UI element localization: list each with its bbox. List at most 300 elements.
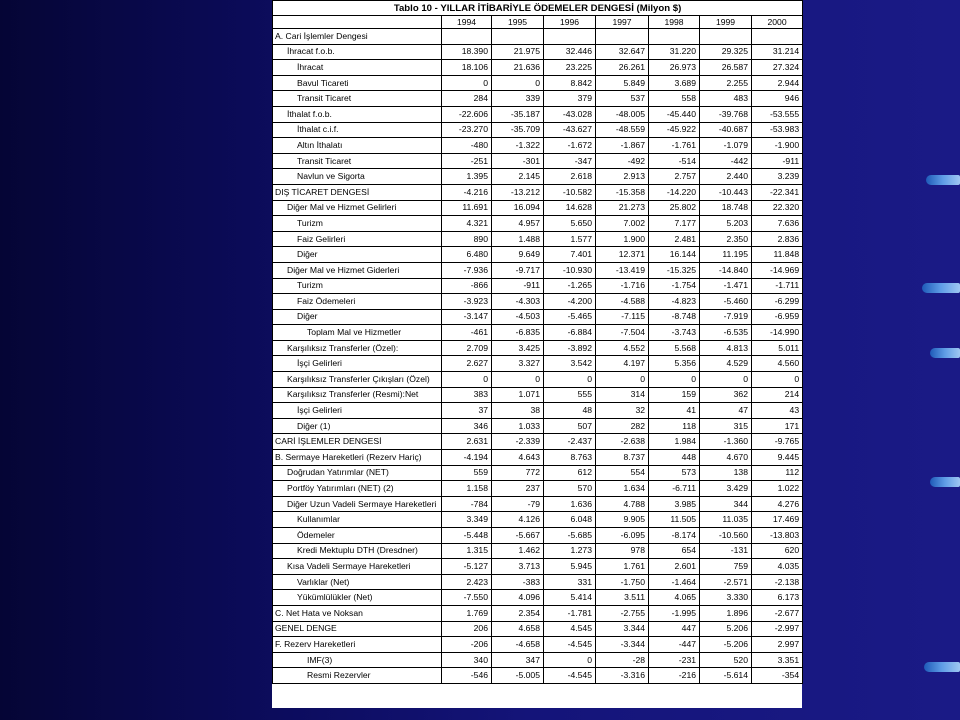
value-cell: 4.560 (752, 356, 803, 372)
balance-of-payments-table (272, 0, 803, 684)
value-cell: -2.755 (596, 605, 649, 621)
value-cell: 3.542 (544, 356, 596, 372)
value-cell: 347 (492, 652, 544, 668)
value-cell: 315 (700, 418, 752, 434)
table-row (273, 169, 803, 185)
value-cell: 18.390 (442, 44, 492, 60)
value-cell: -9.765 (752, 434, 803, 450)
value-cell: 1.769 (442, 605, 492, 621)
value-cell: -1.716 (596, 278, 649, 294)
value-cell: -13.803 (752, 528, 803, 544)
value-cell: 3.689 (649, 75, 700, 91)
row-label: Varlıklar (Net) (273, 574, 442, 590)
value-cell: 1.761 (596, 559, 649, 575)
row-label: Bavul Ticareti (273, 75, 442, 91)
value-cell: 379 (544, 91, 596, 107)
value-cell: -5.667 (492, 528, 544, 544)
table-row (273, 231, 803, 247)
value-cell: -28 (596, 652, 649, 668)
value-cell: 112 (752, 465, 803, 481)
row-label: Karşılıksız Transferler (Resmi):Net (273, 387, 442, 403)
value-cell: 214 (752, 387, 803, 403)
row-label: Turizm (273, 216, 442, 232)
value-cell: -2.339 (492, 434, 544, 450)
value-cell: 4.035 (752, 559, 803, 575)
row-label: Diğer (273, 247, 442, 263)
row-label: İhracat (273, 60, 442, 76)
row-label: Karşılıksız Transferler Çıkışları (Özel) (273, 372, 442, 388)
value-cell: -22.341 (752, 184, 803, 200)
value-cell: -13.212 (492, 184, 544, 200)
value-cell: 118 (649, 418, 700, 434)
value-cell: -45.440 (649, 106, 700, 122)
value-cell: -383 (492, 574, 544, 590)
value-cell: 772 (492, 465, 544, 481)
value-cell: -1.867 (596, 138, 649, 154)
value-cell: -14.220 (649, 184, 700, 200)
value-cell: -3.743 (649, 325, 700, 341)
value-cell: 2.757 (649, 169, 700, 185)
value-cell: 37 (442, 403, 492, 419)
value-cell: 5.650 (544, 216, 596, 232)
table-row (273, 91, 803, 107)
value-cell: 284 (442, 91, 492, 107)
value-cell: -1.265 (544, 278, 596, 294)
table-row (273, 621, 803, 637)
value-cell: -1.711 (752, 278, 803, 294)
value-cell: 2.997 (752, 637, 803, 653)
value-cell: -14.969 (752, 262, 803, 278)
value-cell: -45.922 (649, 122, 700, 138)
value-cell: 22.320 (752, 200, 803, 216)
table-row (273, 434, 803, 450)
value-cell: 1.984 (649, 434, 700, 450)
value-cell: -5.614 (700, 668, 752, 684)
value-cell: -10.930 (544, 262, 596, 278)
value-cell: 26.973 (649, 60, 700, 76)
value-cell: 11.035 (700, 512, 752, 528)
value-cell: -23.270 (442, 122, 492, 138)
value-cell: 11.195 (700, 247, 752, 263)
value-cell: -4.545 (544, 668, 596, 684)
value-cell: 4.788 (596, 496, 649, 512)
table-row (273, 481, 803, 497)
value-cell: -442 (700, 153, 752, 169)
decorative-streak (930, 477, 960, 487)
year-header-1995: 1995 (492, 16, 544, 29)
table-row (273, 60, 803, 76)
value-cell: -514 (649, 153, 700, 169)
value-cell: 3.425 (492, 340, 544, 356)
value-cell: 5.945 (544, 559, 596, 575)
value-cell: 0 (442, 75, 492, 91)
value-cell: -1.761 (649, 138, 700, 154)
value-cell: 2.944 (752, 75, 803, 91)
row-label: DIŞ TİCARET DENGESİ (273, 184, 442, 200)
value-cell: 4.813 (700, 340, 752, 356)
value-cell: 138 (700, 465, 752, 481)
row-label: Transit Ticaret (273, 153, 442, 169)
value-cell (649, 29, 700, 45)
row-label: Diğer (273, 309, 442, 325)
value-cell: 26.587 (700, 60, 752, 76)
row-label: Kredi Mektuplu DTH (Dresdner) (273, 543, 442, 559)
value-cell: -6.299 (752, 294, 803, 310)
value-cell: -2.677 (752, 605, 803, 621)
row-label: İthalat c.i.f. (273, 122, 442, 138)
value-cell: 759 (700, 559, 752, 575)
value-cell: -15.358 (596, 184, 649, 200)
value-cell: 612 (544, 465, 596, 481)
value-cell (544, 29, 596, 45)
value-cell: -35.187 (492, 106, 544, 122)
value-cell: 507 (544, 418, 596, 434)
value-cell: -301 (492, 153, 544, 169)
value-cell: 38 (492, 403, 544, 419)
value-cell: 2.354 (492, 605, 544, 621)
value-cell: 7.401 (544, 247, 596, 263)
value-cell: 3.349 (442, 512, 492, 528)
value-cell: 17.469 (752, 512, 803, 528)
value-cell: -2.638 (596, 434, 649, 450)
table-row (273, 200, 803, 216)
value-cell: -79 (492, 496, 544, 512)
value-cell: -4.658 (492, 637, 544, 653)
value-cell: 1.022 (752, 481, 803, 497)
value-cell: -3.923 (442, 294, 492, 310)
value-cell: -2.997 (752, 621, 803, 637)
value-cell: 8.737 (596, 450, 649, 466)
value-cell: 5.356 (649, 356, 700, 372)
row-label: Toplam Mal ve Hizmetler (273, 325, 442, 341)
label-header-cell (273, 16, 442, 29)
year-header-2000: 2000 (752, 16, 803, 29)
value-cell: -1.322 (492, 138, 544, 154)
value-cell: -2.138 (752, 574, 803, 590)
year-header-1998: 1998 (649, 16, 700, 29)
value-cell: -10.443 (700, 184, 752, 200)
value-cell: 1.462 (492, 543, 544, 559)
value-cell: 12.371 (596, 247, 649, 263)
value-cell: 0 (700, 372, 752, 388)
table-row (273, 403, 803, 419)
value-cell: 3.429 (700, 481, 752, 497)
value-cell: 5.203 (700, 216, 752, 232)
value-cell: 4.529 (700, 356, 752, 372)
value-cell: 346 (442, 418, 492, 434)
value-cell: -5.206 (700, 637, 752, 653)
value-cell (442, 29, 492, 45)
row-label: Altın İthalatı (273, 138, 442, 154)
value-cell: 32.446 (544, 44, 596, 60)
value-cell: 1.577 (544, 231, 596, 247)
value-cell: 340 (442, 652, 492, 668)
value-cell: -911 (752, 153, 803, 169)
value-cell: -1.464 (649, 574, 700, 590)
value-cell: 447 (649, 621, 700, 637)
value-cell: 32 (596, 403, 649, 419)
value-cell: -40.687 (700, 122, 752, 138)
row-label: Ödemeler (273, 528, 442, 544)
value-cell: 9.445 (752, 450, 803, 466)
row-label: Diğer Mal ve Hizmet Gelirleri (273, 200, 442, 216)
value-cell: -911 (492, 278, 544, 294)
value-cell: 558 (649, 91, 700, 107)
row-label: İhracat f.o.b. (273, 44, 442, 60)
value-cell: 4.670 (700, 450, 752, 466)
table-row (273, 340, 803, 356)
table-row (273, 637, 803, 653)
value-cell: 5.206 (700, 621, 752, 637)
decorative-streak (922, 283, 960, 293)
value-cell: 1.033 (492, 418, 544, 434)
value-cell: 8.763 (544, 450, 596, 466)
value-cell: 0 (492, 372, 544, 388)
table-row (273, 262, 803, 278)
value-cell: 21.273 (596, 200, 649, 216)
table-row (273, 356, 803, 372)
value-cell: 331 (544, 574, 596, 590)
row-label: Portföy Yatırımları (NET) (2) (273, 481, 442, 497)
value-cell: 21.636 (492, 60, 544, 76)
value-cell: -1.754 (649, 278, 700, 294)
table-row (273, 528, 803, 544)
year-header-1999: 1999 (700, 16, 752, 29)
value-cell: -5.460 (700, 294, 752, 310)
value-cell: 483 (700, 91, 752, 107)
value-cell: -7.936 (442, 262, 492, 278)
value-cell: 5.849 (596, 75, 649, 91)
value-cell: 3.239 (752, 169, 803, 185)
value-cell: 2.836 (752, 231, 803, 247)
row-label: Turizm (273, 278, 442, 294)
value-cell: -5.127 (442, 559, 492, 575)
value-cell: -10.582 (544, 184, 596, 200)
value-cell: 2.145 (492, 169, 544, 185)
value-cell: 282 (596, 418, 649, 434)
value-cell: 1.636 (544, 496, 596, 512)
value-cell: 1.395 (442, 169, 492, 185)
value-cell: 4.197 (596, 356, 649, 372)
value-cell: -1.079 (700, 138, 752, 154)
value-cell: 25.802 (649, 200, 700, 216)
value-cell: -231 (649, 652, 700, 668)
value-cell: 5.414 (544, 590, 596, 606)
value-cell: 1.488 (492, 231, 544, 247)
value-cell: -1.781 (544, 605, 596, 621)
value-cell: -53.983 (752, 122, 803, 138)
value-cell: -131 (700, 543, 752, 559)
value-cell: -43.028 (544, 106, 596, 122)
value-cell: 2.627 (442, 356, 492, 372)
value-cell: -5.448 (442, 528, 492, 544)
value-cell: -48.005 (596, 106, 649, 122)
value-cell: -480 (442, 138, 492, 154)
value-cell: 14.628 (544, 200, 596, 216)
value-cell: 2.913 (596, 169, 649, 185)
value-cell: -43.627 (544, 122, 596, 138)
decorative-streak (924, 662, 960, 672)
value-cell: 654 (649, 543, 700, 559)
value-cell: 16.094 (492, 200, 544, 216)
value-cell: 7.177 (649, 216, 700, 232)
value-cell: -1.360 (700, 434, 752, 450)
row-label: Yükümlülükler (Net) (273, 590, 442, 606)
value-cell: -13.419 (596, 262, 649, 278)
row-label: Transit Ticaret (273, 91, 442, 107)
value-cell: 3.985 (649, 496, 700, 512)
row-label: CARİ İŞLEMLER DENGESİ (273, 434, 442, 450)
value-cell: -2.571 (700, 574, 752, 590)
value-cell: 43 (752, 403, 803, 419)
value-cell (700, 29, 752, 45)
value-cell: 9.905 (596, 512, 649, 528)
value-cell: -9.717 (492, 262, 544, 278)
row-label: IMF(3) (273, 652, 442, 668)
row-label: Resmi Rezervler (273, 668, 442, 684)
value-cell: 1.158 (442, 481, 492, 497)
value-cell: -7.550 (442, 590, 492, 606)
value-cell: 2.601 (649, 559, 700, 575)
value-cell: -354 (752, 668, 803, 684)
value-cell: -4.823 (649, 294, 700, 310)
table-title: Tablo 10 - YILLAR İTİBARİYLE ÖDEMELER DENGESİ (Milyon $) (273, 1, 803, 16)
value-cell: -1.900 (752, 138, 803, 154)
row-label: Kullanımlar (273, 512, 442, 528)
value-cell: 47 (700, 403, 752, 419)
value-cell: -251 (442, 153, 492, 169)
value-cell: -4.303 (492, 294, 544, 310)
value-cell: 31.220 (649, 44, 700, 60)
row-label: F. Rezerv Hareketleri (273, 637, 442, 653)
value-cell: 4.096 (492, 590, 544, 606)
table-row (273, 75, 803, 91)
table-row (273, 496, 803, 512)
value-cell: -3.316 (596, 668, 649, 684)
value-cell: 0 (649, 372, 700, 388)
value-cell: -4.588 (596, 294, 649, 310)
table-row (273, 278, 803, 294)
table-row (273, 652, 803, 668)
value-cell: -347 (544, 153, 596, 169)
value-cell: 4.065 (649, 590, 700, 606)
decorative-streak (926, 175, 960, 185)
value-cell: -10.560 (700, 528, 752, 544)
value-cell: 21.975 (492, 44, 544, 60)
value-cell: -546 (442, 668, 492, 684)
table-row (273, 668, 803, 684)
value-cell: 41 (649, 403, 700, 419)
table-row (273, 184, 803, 200)
value-cell: 6.480 (442, 247, 492, 263)
value-cell: -784 (442, 496, 492, 512)
year-header-row (273, 16, 803, 29)
value-cell: -492 (596, 153, 649, 169)
value-cell: 362 (700, 387, 752, 403)
value-cell: -14.840 (700, 262, 752, 278)
value-cell: -6.835 (492, 325, 544, 341)
value-cell: -5.685 (544, 528, 596, 544)
value-cell: 6.173 (752, 590, 803, 606)
value-cell: 2.709 (442, 340, 492, 356)
value-cell: 3.344 (596, 621, 649, 637)
table-row (273, 418, 803, 434)
value-cell: -39.768 (700, 106, 752, 122)
value-cell: -1.750 (596, 574, 649, 590)
row-label: A. Cari İşlemler Dengesi (273, 29, 442, 45)
value-cell: 7.636 (752, 216, 803, 232)
table-row (273, 216, 803, 232)
value-cell: -1.672 (544, 138, 596, 154)
value-cell: -7.115 (596, 309, 649, 325)
value-cell: -4.216 (442, 184, 492, 200)
value-cell: 3.713 (492, 559, 544, 575)
value-cell: 946 (752, 91, 803, 107)
value-cell: 2.440 (700, 169, 752, 185)
value-cell: 6.048 (544, 512, 596, 528)
table-row (273, 138, 803, 154)
row-label: İthalat f.o.b. (273, 106, 442, 122)
value-cell: 0 (442, 372, 492, 388)
table-row (273, 294, 803, 310)
value-cell: 1.900 (596, 231, 649, 247)
value-cell: 383 (442, 387, 492, 403)
value-cell: 2.423 (442, 574, 492, 590)
row-label: C. Net Hata ve Noksan (273, 605, 442, 621)
value-cell: 26.261 (596, 60, 649, 76)
value-cell: -8.748 (649, 309, 700, 325)
value-cell: 4.126 (492, 512, 544, 528)
table-row (273, 574, 803, 590)
balance-of-payments-sheet (272, 0, 802, 708)
value-cell: 16.144 (649, 247, 700, 263)
value-cell: 620 (752, 543, 803, 559)
row-label: Faiz Gelirleri (273, 231, 442, 247)
table-row (273, 44, 803, 60)
value-cell: 5.011 (752, 340, 803, 356)
value-cell: -35.709 (492, 122, 544, 138)
value-cell: -5.465 (544, 309, 596, 325)
value-cell: 573 (649, 465, 700, 481)
value-cell: 3.327 (492, 356, 544, 372)
value-cell: 520 (700, 652, 752, 668)
value-cell: -3.147 (442, 309, 492, 325)
value-cell: 537 (596, 91, 649, 107)
value-cell: 344 (700, 496, 752, 512)
table-row (273, 122, 803, 138)
value-cell: 23.225 (544, 60, 596, 76)
value-cell: -447 (649, 637, 700, 653)
value-cell: 2.618 (544, 169, 596, 185)
row-label: İşçi Gelirleri (273, 356, 442, 372)
value-cell: -6.884 (544, 325, 596, 341)
value-cell: 890 (442, 231, 492, 247)
value-cell: 3.511 (596, 590, 649, 606)
value-cell: -206 (442, 637, 492, 653)
value-cell: 2.255 (700, 75, 752, 91)
value-cell: 314 (596, 387, 649, 403)
value-cell: 5.568 (649, 340, 700, 356)
value-cell: 48 (544, 403, 596, 419)
value-cell: -53.555 (752, 106, 803, 122)
value-cell: -3.344 (596, 637, 649, 653)
value-cell: -1.995 (649, 605, 700, 621)
value-cell: 1.273 (544, 543, 596, 559)
value-cell: 18.106 (442, 60, 492, 76)
value-cell: -22.606 (442, 106, 492, 122)
value-cell: 9.649 (492, 247, 544, 263)
value-cell: 1.896 (700, 605, 752, 621)
